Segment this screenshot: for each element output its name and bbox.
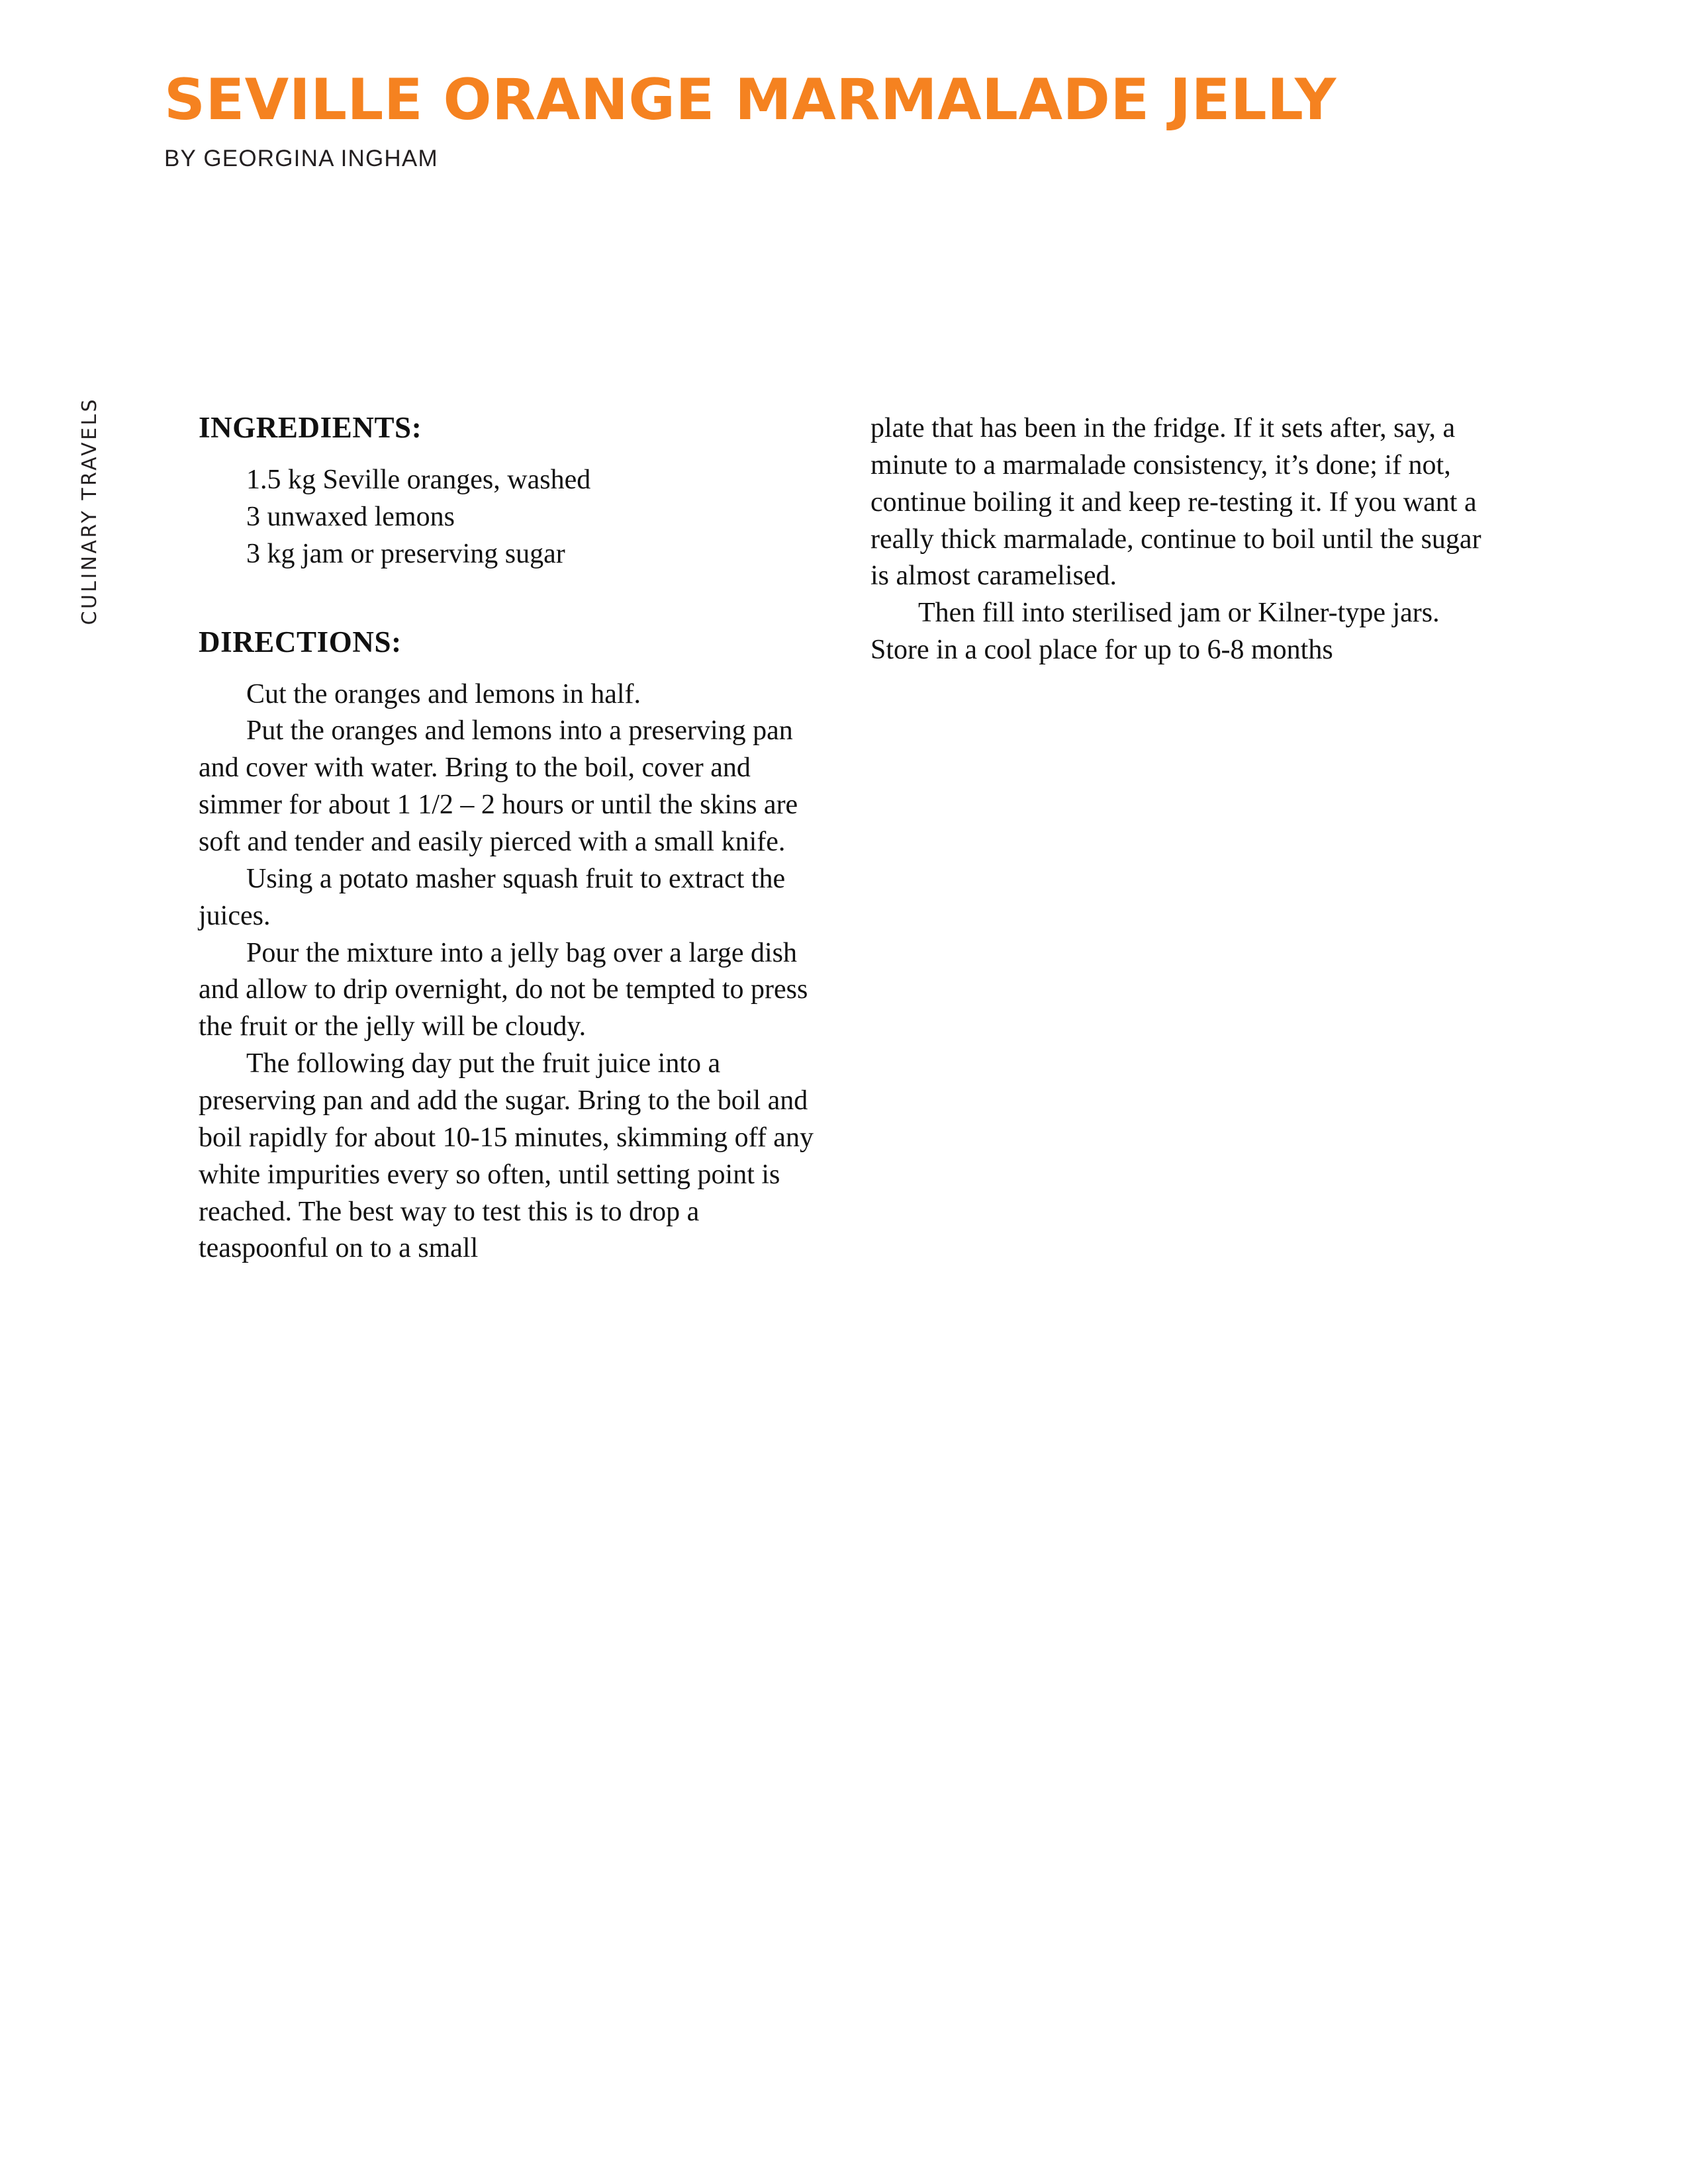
right-column bbox=[870, 410, 1496, 1267]
publication-side-label: CULINARY TRAVELS bbox=[78, 397, 101, 625]
list-item: 1.5 kg Seville oranges, washed bbox=[246, 465, 591, 495]
list-item: 3 unwaxed lemons bbox=[246, 501, 455, 532]
direction-step: Cut the oranges and lemons in half. bbox=[246, 678, 641, 709]
ingredients-heading: INGREDIENTS: bbox=[199, 411, 422, 444]
direction-step-continuation: plate that has been in the fridge. If it sets after, say, a minute to a marmalade consistency, it’s done; if not, continue boiling it and keep re-testing it. If you want a really thick marmalade, continue to boil until the sugar is almost caramelised. bbox=[870, 413, 1481, 592]
page-title: SEVILLE ORANGE MARMALADE JELLY bbox=[164, 67, 1336, 133]
section-spacer bbox=[199, 573, 824, 625]
direction-step: Using a potato masher squash fruit to extract the juices. bbox=[199, 863, 786, 931]
direction-step: Then fill into sterilised jam or Kilner-type jars. Store in a cool place for up to 6-8 months bbox=[870, 598, 1440, 666]
direction-step: Put the oranges and lemons into a preserving pan and cover with water. Bring to the boil, cover and simmer for about 1 1/2 – 2 hours or until the skins are soft and tender and easily pierced with a small knife. bbox=[199, 715, 798, 858]
document-header bbox=[164, 69, 1495, 172]
ingredients-list bbox=[246, 462, 824, 573]
author-byline: BY GEORGINA INGHAM bbox=[164, 145, 438, 171]
body-columns bbox=[199, 410, 1496, 1267]
list-item: 3 kg jam or preserving sugar bbox=[246, 538, 565, 569]
direction-step: Pour the mixture into a jelly bag over a large dish and allow to drip overnight, do not be tempted to press the fruit or the jelly will be cloudy. bbox=[199, 937, 808, 1042]
left-column bbox=[199, 410, 824, 1267]
directions-heading: DIRECTIONS: bbox=[199, 625, 402, 659]
direction-step: The following day put the fruit juice into a preserving pan and add the sugar. Bring to the boil and boil rapidly for about 10-15 minutes, skimming off any white impurities every so often, until setting point is reached. The best way to test this is to drop a teaspoonful on to a small bbox=[199, 1048, 814, 1264]
